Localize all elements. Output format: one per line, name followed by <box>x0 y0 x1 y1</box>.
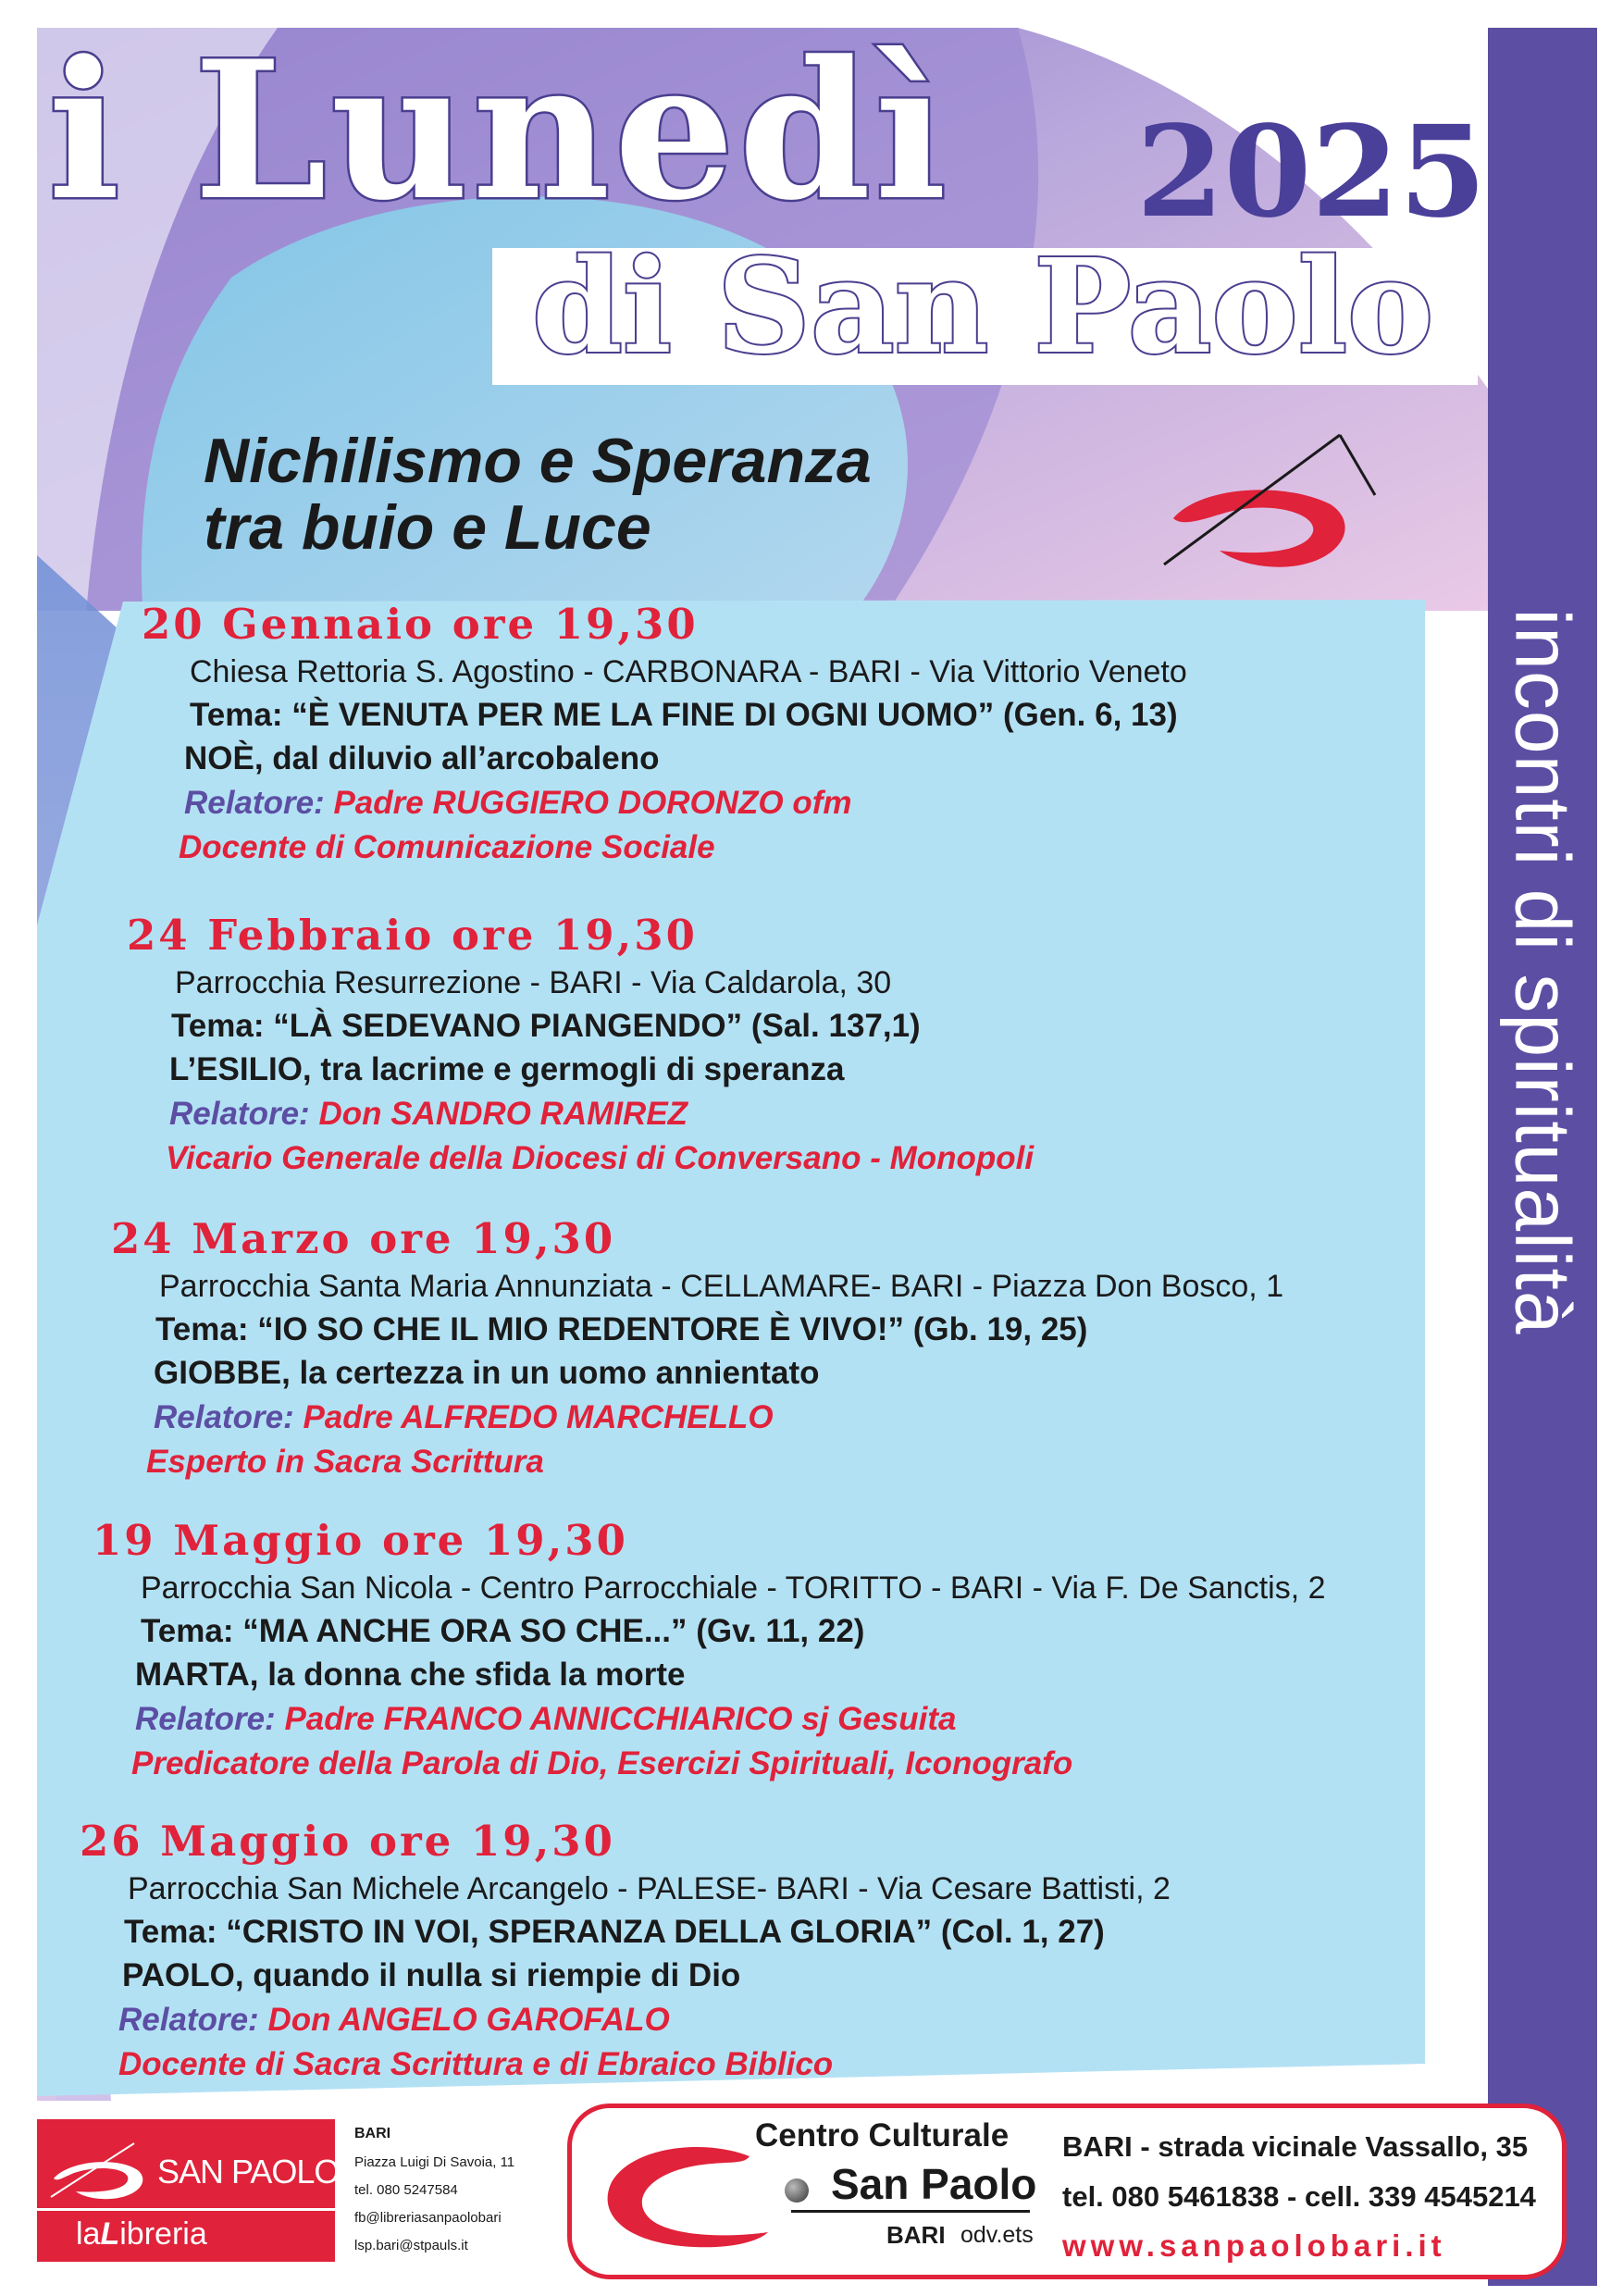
event-2 <box>127 911 1035 1176</box>
centro-city: BARI <box>886 2221 946 2249</box>
centro-address: BARI - strada vicinale Vassallo, 35 <box>1062 2130 1529 2163</box>
libreria-facebook: fb@libreriasanpaolobari <box>354 2210 502 2226</box>
centro-rule <box>791 2210 1030 2213</box>
libreria-phone: tel. 080 5247584 <box>354 2182 458 2198</box>
event-relatore <box>118 2004 1171 2036</box>
event-date: 24 Marzo ore 19,30 <box>111 1214 616 1263</box>
event-subtitle: MARTA, la donna che sfida la morte <box>135 1657 686 1693</box>
theme-heading <box>204 426 872 564</box>
relatore-name: Padre ALFREDO MARCHELLO <box>303 1399 774 1435</box>
event-role: Docente di Sacra Scrittura e di Ebraico Biblico <box>118 2046 834 2082</box>
centro-website[interactable]: www.sanpaolobari.it <box>1062 2228 1446 2263</box>
event-date: 24 Febbraio ore 19,30 <box>127 911 698 960</box>
relatore-name: Padre FRANCO ANNICCHIARICO sj Gesuita <box>284 1701 957 1737</box>
event-tema: Tema: “CRISTO IN VOI, SPERANZA DELLA GLORIA” (Col. 1, 27) <box>124 1914 1105 1950</box>
event-date: 26 Maggio ore 19,30 <box>80 1817 615 1866</box>
centro-dot-icon <box>785 2178 809 2203</box>
event-tema: Tema: “MA ANCHE ORA SO CHE...” (Gv. 11, 22) <box>141 1613 865 1649</box>
event-place: Parrocchia San Michele Arcangelo - PALESE- BARI - Via Cesare Battisti, 2 <box>128 1871 1171 1906</box>
centro-title: Centro Culturale <box>755 2117 1010 2153</box>
event-subtitle: PAOLO, quando il nulla si riempie di Dio <box>122 1957 741 1993</box>
event-place: Parrocchia Resurrezione - BARI - Via Caldarola, 30 <box>175 965 892 1000</box>
relatore-name: Don ANGELO GAROFALO <box>267 2002 670 2038</box>
relatore-label: Relatore: <box>135 1701 276 1737</box>
sidebar-title: incontri di spiritualità <box>1499 608 1587 1335</box>
event-role: Docente di Comunicazione Sociale <box>179 829 715 865</box>
libreria-logo-icon <box>46 2140 153 2204</box>
libreria-city: BARI <box>354 2126 391 2141</box>
libreria-brand: SAN PAOLO <box>157 2153 340 2191</box>
event-relatore <box>184 787 1187 819</box>
event-tema: Tema: “IO SO CHE IL MIO REDENTORE È VIVO!” (Gb. 19, 25) <box>155 1311 1088 1347</box>
event-date: 20 Gennaio ore 19,30 <box>142 600 699 649</box>
san-paolo-swoosh-logo-icon <box>1146 430 1377 578</box>
event-relatore <box>135 1703 1326 1735</box>
libreria-email: lsp.bari@stpauls.it <box>354 2238 468 2253</box>
libreria-address: Piazza Luigi Di Savoia, 11 <box>354 2154 515 2170</box>
centro-culturale-logo-icon <box>592 2128 777 2258</box>
relatore-name: Don SANDRO RAMIREZ <box>318 1096 688 1132</box>
theme-line-1: Nichilismo e Speranza <box>204 426 872 496</box>
event-relatore <box>154 1401 1283 1433</box>
relatore-name: Padre RUGGIERO DORONZO ofm <box>333 785 852 821</box>
libreria-contacts <box>354 2127 514 2266</box>
centro-phone: tel. 080 5461838 - cell. 339 4545214 <box>1062 2180 1536 2213</box>
event-4 <box>93 1516 1326 1781</box>
event-tema: Tema: “LÀ SEDEVANO PIANGENDO” (Sal. 137,1) <box>171 1008 921 1044</box>
event-3 <box>111 1214 1284 1480</box>
relatore-label: Relatore: <box>118 2002 259 2038</box>
event-subtitle: NOÈ, dal diluvio all’arcobaleno <box>184 740 660 776</box>
poster-title: i Lunedì <box>48 20 951 242</box>
poster-subtitle: di San Paolo <box>532 231 1434 383</box>
event-subtitle: L’ESILIO, tra lacrime e germogli di speranza <box>169 1051 845 1087</box>
event-role: Vicario Generale della Diocesi di Conversano - Monopoli <box>166 1140 1035 1176</box>
event-place: Chiesa Rettoria S. Agostino - CARBONARA - BARI - Via Vittorio Veneto <box>190 654 1187 689</box>
theme-line-2: tra buio e Luce <box>204 492 651 564</box>
relatore-label: Relatore: <box>169 1096 310 1132</box>
event-place: Parrocchia Santa Maria Annunziata - CELLAMARE- BARI - Piazza Don Bosco, 1 <box>159 1269 1284 1304</box>
event-relatore <box>169 1098 1034 1130</box>
event-5 <box>80 1817 1171 2082</box>
event-place: Parrocchia San Nicola - Centro Parrocchiale - TORITTO - BARI - Via F. De Sanctis, 2 <box>141 1570 1326 1606</box>
event-role: Predicatore della Parola di Dio, Esercizi Spirituali, Iconografo <box>131 1745 1073 1781</box>
libreria-subtitle: laLibreria <box>76 2216 207 2252</box>
event-role: Esperto in Sacra Scrittura <box>146 1444 544 1480</box>
event-subtitle: GIOBBE, la certezza in un uomo annientato <box>154 1355 820 1391</box>
libreria-logo <box>37 2119 340 2262</box>
centro-name: San Paolo <box>831 2160 1037 2208</box>
relatore-label: Relatore: <box>184 785 325 821</box>
libreria-divider <box>37 2208 335 2211</box>
event-date: 19 Maggio ore 19,30 <box>93 1516 628 1565</box>
event-tema: Tema: “È VENUTA PER ME LA FINE DI OGNI UOMO” (Gen. 6, 13) <box>190 697 1178 733</box>
centro-odv: odv.ets <box>960 2222 1034 2248</box>
relatore-label: Relatore: <box>154 1399 294 1435</box>
event-1 <box>142 600 1187 865</box>
poster-year: 2025 <box>1136 98 1487 246</box>
